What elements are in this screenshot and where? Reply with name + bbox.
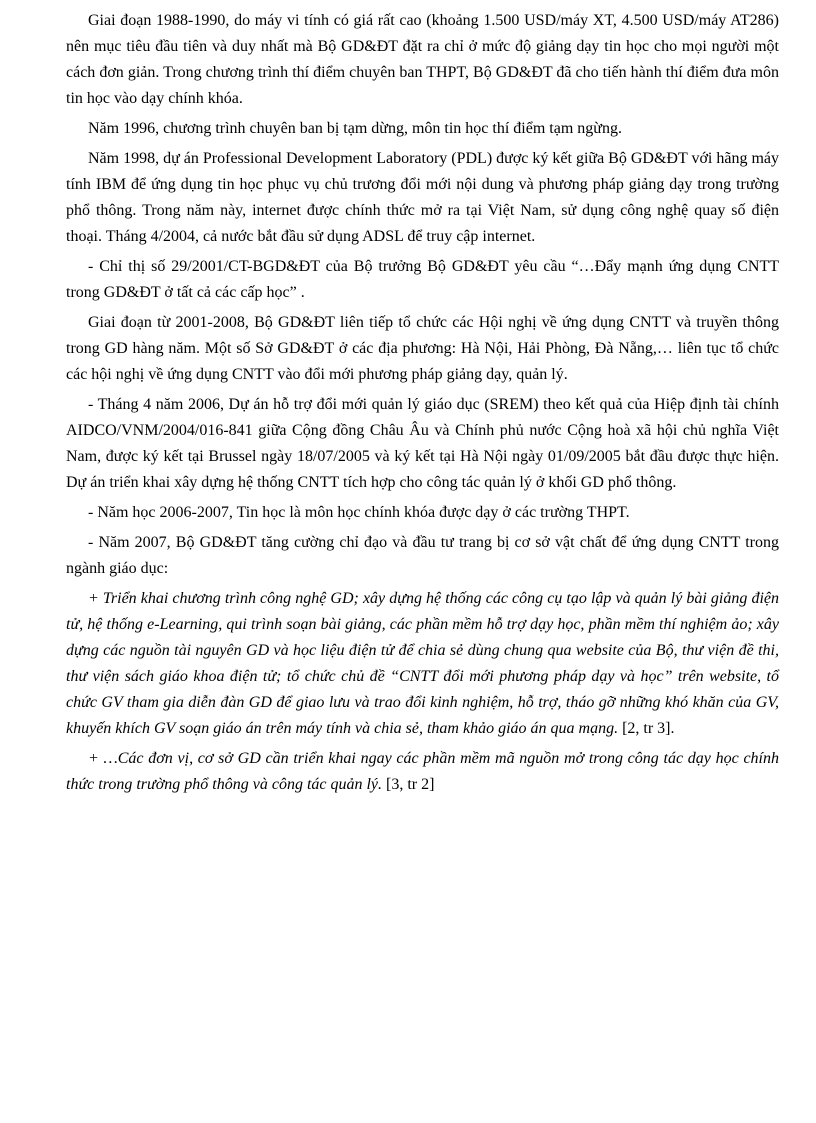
paragraph-4: - Chỉ thị số 29/2001/CT-BGD&ĐT của Bộ trưởng Bộ GD&ĐT yêu cầu “…Đẩy mạnh ứng dụng CNTT trong GD&ĐT ở tất cả các cấp học” . xyxy=(66,258,779,301)
paragraph-3: Năm 1998, dự án Professional Development Laboratory (PDL) được ký kết giữa Bộ GD&ĐT với hãng máy tính IBM để ứng dụng tin học phục vụ chủ trương đổi mới nội dung và phương pháp giảng dạy trong trường phổ thông. Trong năm này, internet được chính thức mở ra tại Việt Nam, sử dụng công nghệ quay số điện thoại. Tháng 4/2004, cả nước bắt đầu sử dụng ADSL để truy cập internet. xyxy=(66,150,779,245)
paragraph-8: - Năm 2007, Bộ GD&ĐT tăng cường chỉ đạo và đầu tư trang bị cơ sở vật chất để ứng dụng CNTT trong ngành giáo dục: xyxy=(66,534,779,577)
paragraph-6: - Tháng 4 năm 2006, Dự án hỗ trợ đổi mới quản lý giáo dục (SREM) theo kết quả của Hiệp định tài chính AIDCO/VNM/2004/016-841 giữa Cộng đồng Châu Âu và Chính phủ nước Cộng hoà xã hội chủ nghĩa Việt Nam, được ký kết tại Brussel ngày 18/07/2005 và ký kết tại Hà Nội ngày 01/09/2005 bắt đầu được thực hiện. Dự án triển khai xây dựng hệ thống CNTT tích hợp cho công tác quản lý ở khối GD phổ thông. xyxy=(66,396,779,491)
quote-2-text: + …Các đơn vị, cơ sở GD cần triển khai ngay các phần mềm mã nguồn mở trong công tác dạy học chính thức trong trường phổ thông và công tác quản lý. xyxy=(66,750,779,793)
paragraph-1: Giai đoạn 1988-1990, do máy vi tính có giá rất cao (khoảng 1.500 USD/máy XT, 4.500 USD/máy AT286) nên mục tiêu đầu tiên và duy nhất mà Bộ GD&ĐT đặt ra chỉ ở mức độ giảng dạy tin học cho mọi người một cách đơn giản. Trong chương trình thí điểm chuyên ban THPT, Bộ GD&ĐT đã cho tiến hành thí điểm đưa môn tin học vào dạy chính khóa. xyxy=(66,12,779,107)
document-page xyxy=(66,8,779,798)
quote-2-citation: [3, tr 2] xyxy=(382,776,435,793)
paragraph-7: - Năm học 2006-2007, Tin học là môn học chính khóa được dạy ở các trường THPT. xyxy=(88,504,630,521)
paragraph-2: Năm 1996, chương trình chuyên ban bị tạm dừng, môn tin học thí điểm tạm ngừng. xyxy=(88,120,622,137)
quote-1-citation: [2, tr 3]. xyxy=(618,720,675,737)
quote-1-text: + Triển khai chương trình công nghệ GD; xây dựng hệ thống các công cụ tạo lập và quản lý bài giảng điện tử, hệ thống e-Learning, qui trình soạn bài giảng, các phần mềm hỗ trợ dạy học, phần mềm thí nghiệm ảo; xây dựng các nguồn tài nguyên GD và học liệu điện tử để chia sẻ dùng chung qua website của Bộ, thư viện đề thi, thư viện sách giáo khoa điện tử; tổ chức chủ đề “CNTT đổi mới phương pháp dạy và học” trên website, tổ chức GV tham gia diễn đàn GD để giao lưu và trao đổi kinh nghiệm, hỗ trợ, tháo gỡ những khó khăn của GV, khuyến khích GV soạn giáo án trên máy tính và chia sẻ, tham khảo giáo án qua mạng. xyxy=(66,590,779,737)
paragraph-5: Giai đoạn từ 2001-2008, Bộ GD&ĐT liên tiếp tổ chức các Hội nghị về ứng dụng CNTT và truyền thông trong GD hàng năm. Một số Sở GD&ĐT ở các địa phương: Hà Nội, Hải Phòng, Đà Nẵng,… liên tục tổ chức các hội nghị về ứng dụng CNTT vào đổi mới phương pháp giảng dạy, quản lý. xyxy=(66,314,779,383)
quote-paragraph-1 xyxy=(66,586,779,742)
quote-paragraph-2 xyxy=(66,746,779,798)
